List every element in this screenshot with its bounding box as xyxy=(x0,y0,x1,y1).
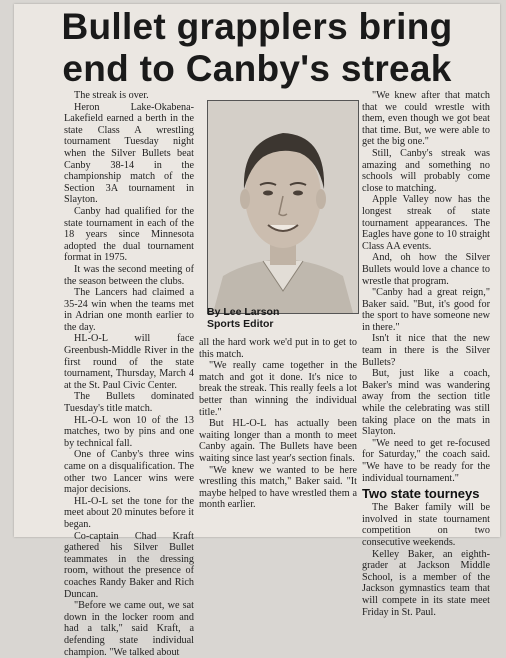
paragraph: But HL-O-L has actually been waiting longer than a month to meet Canby again. The Bullets have been waiting since last year's section finals. xyxy=(199,418,357,464)
paragraph: Isn't it nice that the new team in there is the Silver Bullets? xyxy=(362,333,490,368)
paragraph: Canby had qualified for the state tournament in each of the 18 years since Minnesota adopted the dual tournament format in 1975. xyxy=(64,205,194,264)
paragraph: The Lancers had claimed a 35-24 win when the teams met in Adrian one month earlier to the day. xyxy=(64,287,194,333)
subheading: Two state tourneys xyxy=(362,486,480,502)
paragraph: "Before we came out, we sat down in the locker room and had a talk," said Kraft, a defending state individual champion. "We talked about xyxy=(64,600,194,658)
paragraph: "We really came together in the match and got it done. It's nice to break the streak. This really feels a lot better than winning the individual title." xyxy=(199,360,357,418)
paragraph: "We knew we wanted to be here wrestling this match," Baker said. "It maybe helped to have wrestled them a month earlier. xyxy=(199,464,357,511)
paragraph: HL-O-L won 10 of the 13 matches, two by pins and one by technical fall. xyxy=(64,414,194,449)
paragraph: all the hard work we'd put in to get to this match. xyxy=(199,337,357,360)
paragraph: Heron Lake-Okabena-Lakefield earned a berth in the state Class A wrestling tournament Tuesday night when the Silver Bullets beat Canby 38-14 in the championship match of the Section 3A tournament in Slayton. xyxy=(64,101,194,206)
paragraph: "We knew after that match that we could wrestle with them, even though we got beat that time. But, we were able to get the big one." xyxy=(362,90,490,148)
paragraph: Apple Valley now has the longest streak of state tournament appearances. The Eagles have gone to 10 straight Class AA events. xyxy=(362,194,490,252)
paragraph: "We need to get re-focused for Saturday," the coach said. "We have to be ready for the individual tournament." xyxy=(362,437,490,484)
column-1 xyxy=(64,90,194,658)
byline-name: By Lee Larson xyxy=(207,306,280,318)
newspaper-clipping xyxy=(14,4,500,658)
headline xyxy=(14,4,500,90)
author-photo xyxy=(207,100,359,314)
byline xyxy=(207,306,357,330)
headline-line-1: Bullet grapplers bring xyxy=(61,6,453,47)
paragraph: The streak is over. xyxy=(74,90,149,101)
paragraph: "Canby had a great reign," Baker said. "But, it's good for the sport to have someone new in there." xyxy=(362,287,490,333)
paragraph: Kelley Baker, an eighth-grader at Jackson Middle School, is a member of the Jackson gymnastics team that will compete in its state meet Friday in St. Paul. xyxy=(362,548,490,618)
headline-line-2: end to Canby's streak xyxy=(62,48,452,89)
paragraph: But, just like a coach, Baker's mind was wandering away from the section title while the celebrating was still taking place on the mats in Slayton. xyxy=(362,368,490,438)
paragraph: The Baker family will be involved in state tournament competition on two consecutive weekends. xyxy=(362,502,490,548)
paragraph: HL-O-L will face Greenbush-Middle River in the first round of the state tournament, Thursday, March 4 at the St. Paul Civic Center. xyxy=(64,333,194,391)
paragraph: It was the second meeting of the season between the clubs. xyxy=(64,263,194,287)
column-3 xyxy=(362,90,490,618)
column-2 xyxy=(199,337,357,511)
paragraph: Co-captain Chad Kraft gathered his Silver Bullet teammates in the dressing room, without the presence of coaches Randy Baker and Rich Duncan. xyxy=(64,530,194,600)
byline-title: Sports Editor xyxy=(207,318,274,330)
paragraph: HL-O-L set the tone for the meet about 20 minutes before it began. xyxy=(64,495,194,530)
portrait-image xyxy=(208,101,358,313)
paragraph: Still, Canby's streak was amazing and something no schools will probably come close to matching. xyxy=(362,147,490,194)
paragraph: One of Canby's three wins came on a disqualification. The other two Lancer wins were major decisions. xyxy=(64,449,194,496)
paragraph: The Bullets dominated Tuesday's title match. xyxy=(64,391,194,415)
paragraph: And, oh how the Silver Bullets would love a chance to wrestle that program. xyxy=(362,252,490,287)
